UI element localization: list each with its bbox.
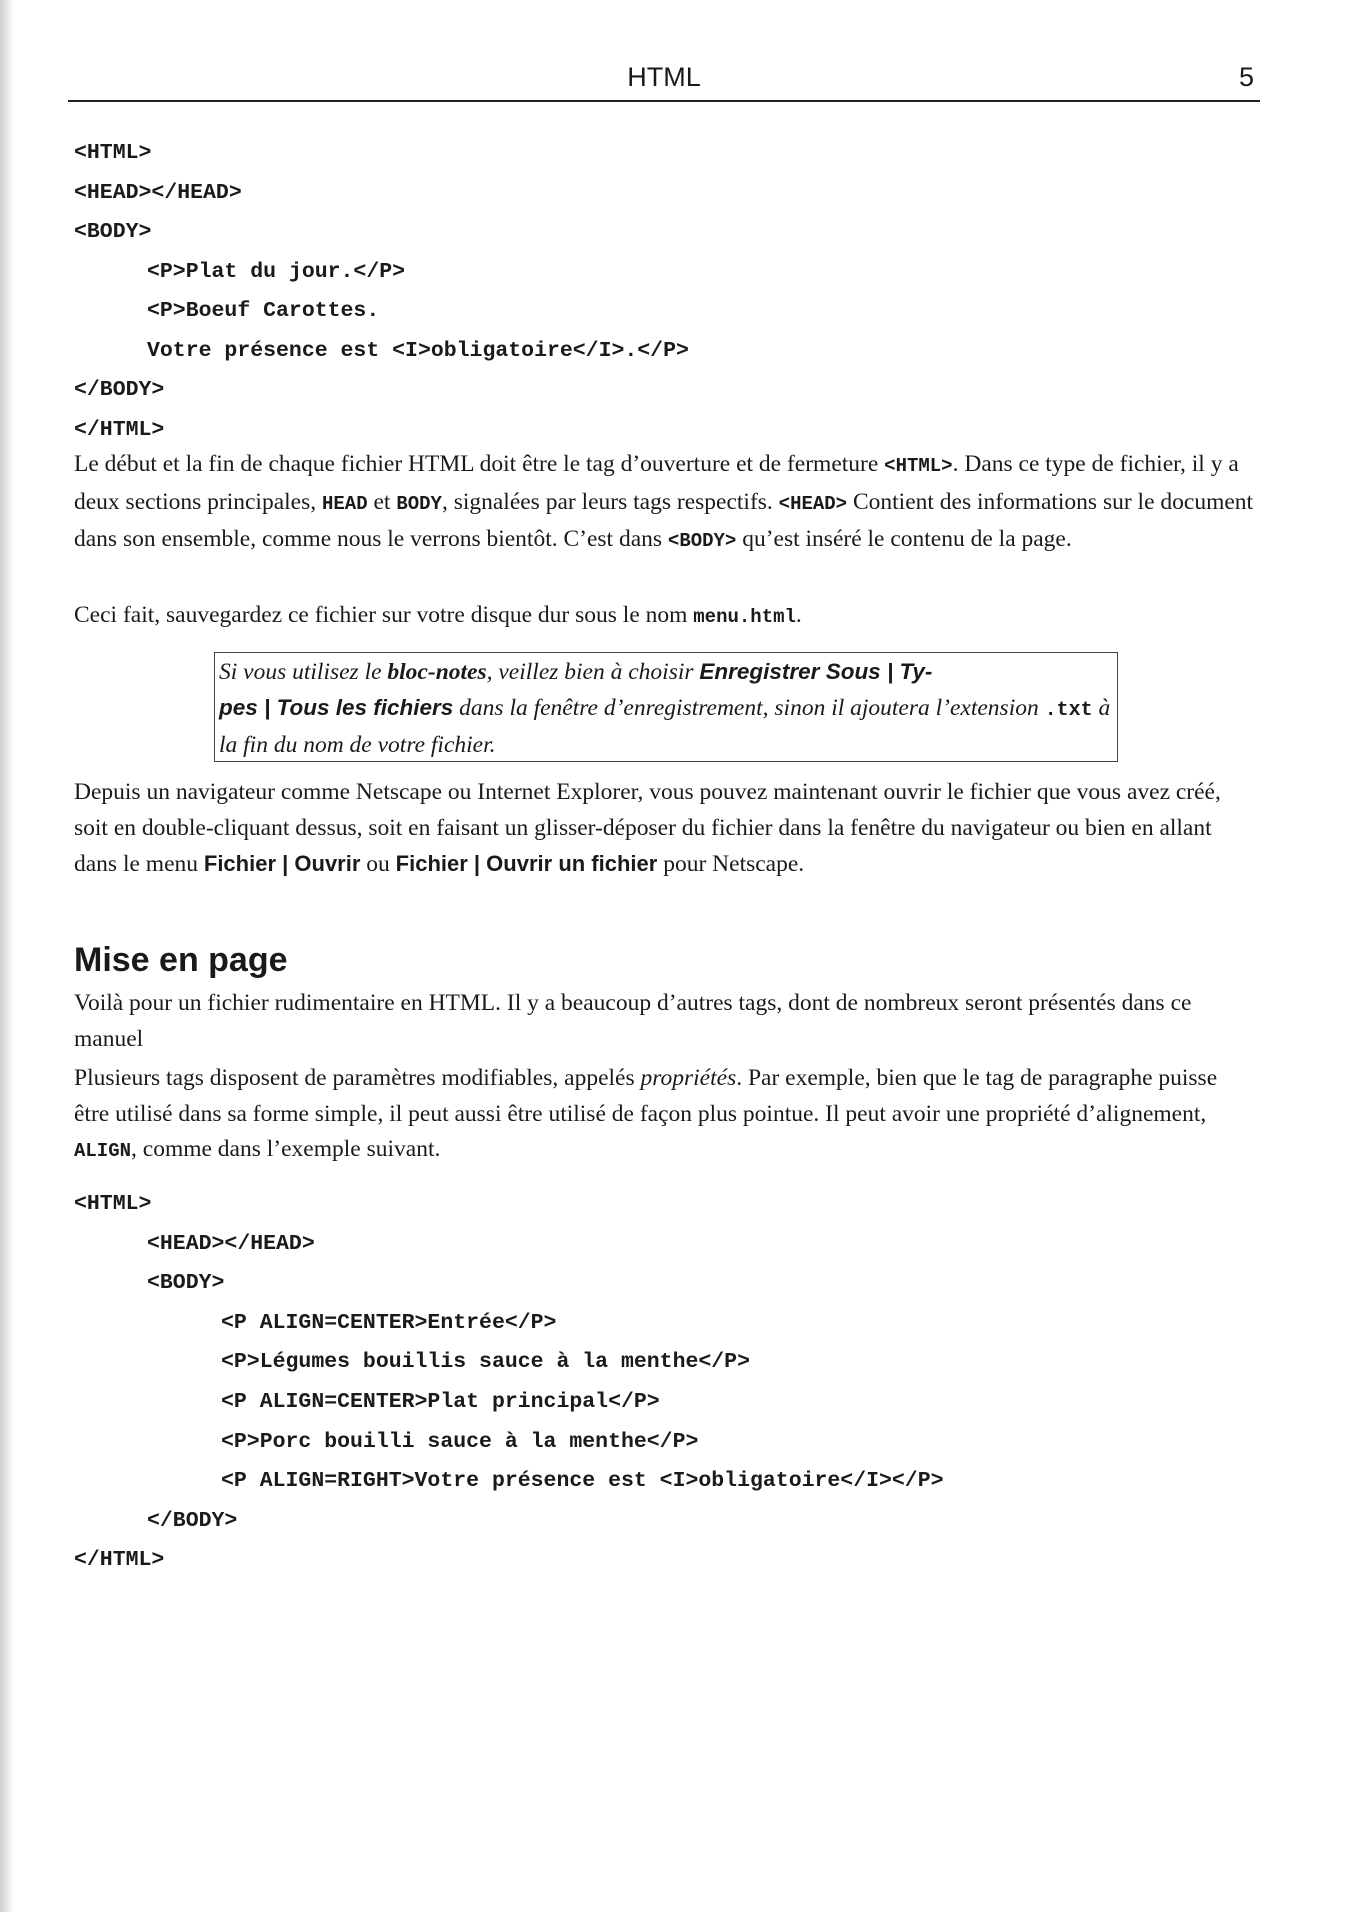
code-line: <P>Boeuf Carottes. [147, 299, 380, 323]
inline-code: ALIGN [74, 1140, 132, 1162]
body-paragraph-1 [74, 447, 1254, 560]
text-run: pour Netscape. [657, 851, 805, 877]
code-line: </BODY> [147, 1508, 238, 1533]
code-line: <P ALIGN=CENTER>Entrée</P> [221, 1310, 557, 1335]
inline-code: HEAD [322, 492, 368, 515]
text-run: . Dans ce type de fichier, il y a deux sections principales, [74, 451, 1239, 515]
text-run: . [795, 602, 802, 628]
section-paragraph-text: Voilà pour un fichier rudimentaire en HTML. Il y a beaucoup d’autres tags, dont de nombreux seront présentés dans ce manuel [74, 990, 1192, 1052]
text-run: ou [360, 851, 396, 877]
code-line: <P ALIGN=RIGHT>Votre présence est <I>obligatoire</I></P> [221, 1469, 944, 1494]
menu-path: pes | Tous les fichiers [219, 695, 454, 720]
code-line: <P>Légumes bouillis sauce à la menthe</P> [221, 1350, 750, 1375]
code-line: <HTML> [74, 1192, 152, 1216]
code-line: Votre présence est <I>obligatoire</I>.</P> [147, 338, 689, 363]
text-run: Contient des informations sur le document dans son ensemble, comme nous le verrons bientôt. C’est dans [74, 488, 1254, 552]
code-line: <HEAD></HEAD> [147, 1231, 315, 1256]
inline-code: .txt [1044, 699, 1093, 722]
section-heading: Mise en page [74, 941, 288, 979]
italic-term: propriétés [640, 1065, 737, 1091]
text-run: et [367, 488, 397, 515]
text-run: Le début et la fin de chaque fichier HTML doit être le tag d’ouverture et de fermeture [74, 451, 885, 477]
text-run: , signalées par leurs tags respectifs. [441, 488, 779, 515]
text-run: , veillez bien à choisir [486, 659, 700, 685]
text-run: Plusieurs tags disposent de paramètres modifiables, appelés [74, 1065, 641, 1091]
text-run: dans la fenêtre d’enregistrement, sinon il ajoutera l’extension [453, 695, 1045, 721]
text-run: Ceci fait, sauvegardez ce fichier sur votre disque dur sous le nom [74, 602, 694, 628]
inline-code: menu.html [693, 606, 796, 628]
text-run: qu’est inséré le contenu de la page. [736, 526, 1072, 552]
inline-code: <HTML> [884, 455, 953, 477]
code-line: </HTML> [74, 417, 165, 442]
menu-path: Enregistrer Sous | Ty- [699, 659, 933, 684]
body-paragraph-3 [74, 775, 1254, 883]
running-header-title: HTML [627, 62, 701, 92]
menu-path: Fichier | Ouvrir un fichier [395, 851, 658, 876]
code-line: <P>Porc bouilli sauce à la menthe</P> [221, 1429, 699, 1454]
text-run: Depuis un navigateur comme Netscape ou Internet Explorer, vous pouvez maintenant ouvrir le fichier que vous avez créé, soit en double-cliquant dessus, soit en faisant un glisser-déposer du fichier dans la fenêtre du navigateur ou bien en allant dans le menu [74, 779, 1221, 877]
page-edge-shadow [0, 0, 14, 1912]
code-line: <BODY> [147, 1271, 225, 1296]
code-example-2 [74, 1185, 944, 1581]
code-line: </HTML> [74, 1548, 165, 1573]
section-paragraph-1 [74, 986, 1254, 1057]
inline-code: BODY [396, 492, 442, 515]
code-example-1 [74, 134, 689, 450]
page-number: 5 [1238, 62, 1254, 92]
code-line: </BODY> [74, 378, 165, 402]
code-line: <P ALIGN=CENTER>Plat principal</P> [221, 1389, 660, 1414]
text-run: . Par exemple, bien que le tag de paragraphe puisse être utilisé dans sa forme simple, il peut aussi être utilisé de façon plus pointue. Il peut avoir une propriété d’alignement, [74, 1065, 1218, 1127]
section-paragraph-2 [74, 1061, 1254, 1170]
body-paragraph-2 [74, 598, 1254, 636]
text-run: , comme dans l’exemple suivant. [131, 1136, 441, 1162]
code-line: <P>Plat du jour.</P> [147, 259, 406, 284]
note-text [219, 654, 1119, 763]
menu-path: Fichier | Ouvrir [203, 851, 361, 876]
code-line: <BODY> [74, 220, 152, 244]
text-run: Si vous utilisez le [219, 659, 388, 685]
running-header [68, 60, 1260, 102]
note-emphasis: bloc-notes [387, 659, 487, 685]
code-line: <HTML> [74, 141, 152, 165]
code-line: <HEAD></HEAD> [74, 180, 242, 205]
inline-code: <BODY> [667, 530, 737, 552]
text-run: à la fin du nom de votre fichier. [219, 695, 1111, 758]
inline-code: <HEAD> [778, 492, 848, 515]
